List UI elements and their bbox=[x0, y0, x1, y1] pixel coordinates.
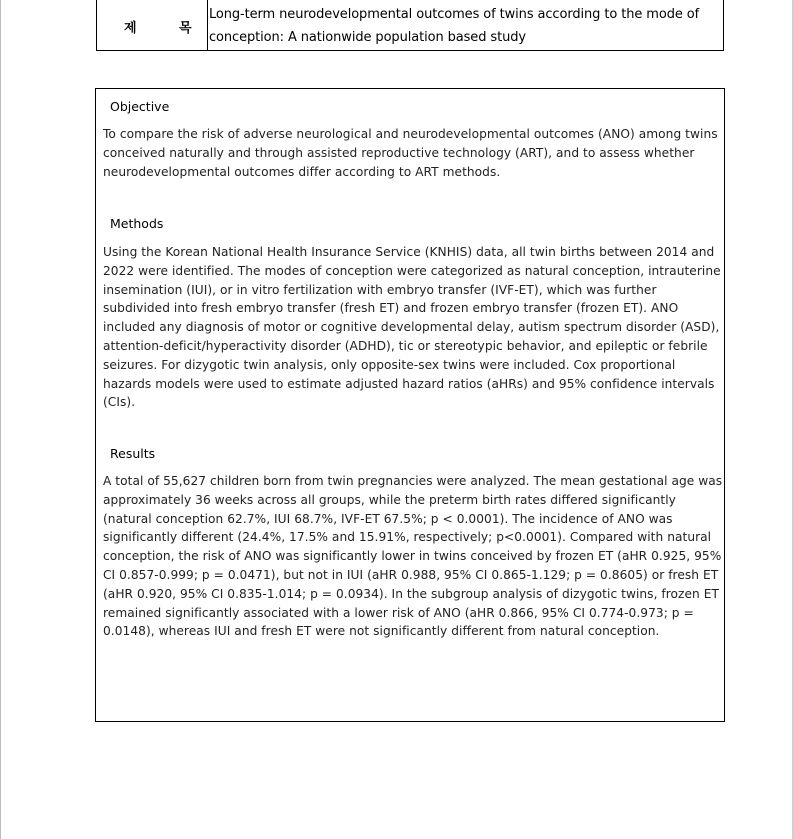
title-table bbox=[96, 0, 724, 51]
paper-title: Long-term neurodevelopmental outcomes of twins according to the mode of conception: A nationwide population based study bbox=[209, 7, 700, 45]
objective-heading: Objective bbox=[110, 99, 170, 114]
title-label-char-2: 목 bbox=[179, 21, 192, 36]
results-text: A total of 55,627 children born from twin pregnancies were analyzed. The mean gestational age was approximately 36 weeks across all groups, while the preterm birth rates differed significantly (natural conception 62.7%, IUI 68.7%, IVF-ET 67.5%; p < 0.0001). The incidence of ANO was significantly different (24.4%, 17.5% and 15.91%, respectively; p<0.0001). Compared with natural conception, the risk of ANO was significantly lower in twins conceived by frozen ET (aHR 0.925, 95% CI 0.857-0.999; p = 0.0471), but not in IUI (aHR 0.988, 95% CI 0.865-1.129; p = 0.8605) or fresh ET (aHR 0.920, 95% CI 0.835-1.014; p = 0.0934). In the subgroup analysis of dizygotic twins, frozen ET remained significantly associated with a lower risk of ANO (aHR 0.866, 95% CI 0.774-0.973; p = 0.0148), whereas IUI and fresh ET were not significantly different from natural conception. bbox=[103, 474, 723, 639]
title-label-char-1: 제 bbox=[124, 21, 137, 36]
page-edge-left bbox=[0, 0, 1, 839]
methods-text: Using the Korean National Health Insurance Service (KNHIS) data, all twin births between 2014 and 2022 were identified. The modes of conception were categorized as natural conception, intrauterine insemination (IUI), or in vitro fertilization with embryo transfer (IVF-ET), which was further subdivided into fresh embryo transfer (fresh ET) and frozen embryo transfer (frozen ET). ANO included any diagnosis of motor or cognitive developmental delay, autism spectrum disorder (ASD), attention-deficit/hyperactivity disorder (ADHD), tic or stereotypic behavior, and epileptic or febrile seizures. For dizygotic twin analysis, only opposite-sex twins were included. Cox proportional hazards models were used to estimate adjusted hazard ratios (aHRs) and 95% confidence intervals (CIs). bbox=[103, 245, 721, 410]
results-heading: Results bbox=[110, 446, 156, 461]
objective-text: To compare the risk of adverse neurological and neurodevelopmental outcomes (ANO) among twins conceived naturally and through assisted reproductive technology (ART), and to assess whether neurodevelopmental outcomes differ according to ART methods. bbox=[103, 127, 718, 179]
title-label-cell bbox=[97, 0, 208, 50]
methods-heading: Methods bbox=[110, 216, 164, 231]
